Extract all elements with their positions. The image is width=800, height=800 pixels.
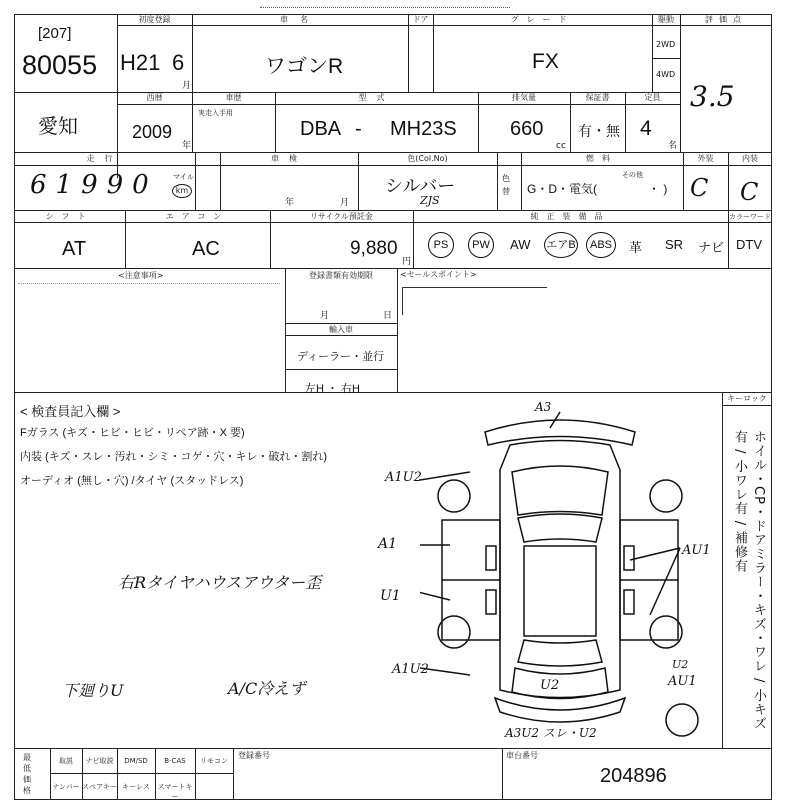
footer-manual: 取説 [59,757,73,765]
shift-label: シフト [45,212,94,221]
fuel-other: その他 [622,171,643,179]
caution-label: <注意事項> [118,271,164,280]
caution-area [18,283,280,388]
equip-dtv: DTV [736,237,762,252]
drive-label: 駆動 [658,15,674,24]
model-prefix: DBA [300,118,342,140]
inspection-label: 車検 [271,154,307,163]
km-unit: km [172,184,192,198]
grade: FX [532,50,559,73]
model-year: 2009 [132,122,173,142]
model-dash: - [355,118,362,140]
keylock-label: キーロック [727,394,767,403]
inspector-title: < 検査員記入欄 > [20,404,121,419]
damage-au1-right: AU1 [682,543,711,558]
door-label: ドア [412,15,429,24]
damage-u2-right: U2 [672,658,689,671]
mileage-label: 走行 [86,154,123,163]
drive-4wd: 4WD [656,70,676,79]
footer-chassis-label: 車台番号 [506,751,538,760]
inspector-line-audio: オーディオ (無し・穴) /タイヤ (スタッドレス) [20,475,244,487]
fuel: G・D・電気( [527,182,597,196]
damage-a1u2-top: A1U2 [385,470,422,485]
car-name-label: 車名 [280,15,320,24]
drive-2wd: 2WD [656,40,676,49]
damage-a3: A3 [535,400,552,414]
equipment-label: 純正装備品 [530,212,611,221]
aircon-label: エアコン [165,212,230,221]
equip-pw: PW [468,232,494,258]
inspector-note-underbody: 下廻りU [62,681,124,700]
damage-a1u2-bottom: A1U2 [392,662,429,677]
equip-aw: AW [510,237,531,252]
damage-u2-bottom: U2 [540,678,560,693]
footer-spare-key: スペアキー [82,783,117,791]
model-year-label: 西暦 [146,93,163,102]
score-value: 3.5 [690,80,735,113]
mile-unit: マイル [173,173,194,181]
reg-expiry-day: 日 [383,311,393,321]
aircon: AC [192,238,220,260]
equip-sr: SR [665,237,684,252]
mileage: 61990 [30,170,158,200]
inspector-line-interior: 内装 (キズ・スレ・汚れ・シミ・コゲ・穴・キレ・破れ・割れ) [20,451,328,463]
cc-unit: cc [556,141,566,151]
footer-reg-number-label: 登録番号 [238,751,270,760]
header-strip [260,0,510,8]
handle-side: 左H ・ 右H [305,383,360,395]
equipment-list [424,232,772,260]
dealer-parallel: ディーラー・並行 [297,351,385,363]
region: 愛知 [38,116,78,138]
footer-keyless: キーレス [122,783,150,791]
recycle: 9,880 [350,238,398,259]
footer-remote: リモコン [200,757,228,765]
equip-airbag: エアB [544,232,578,258]
history-label: 車歴 [225,93,242,102]
lot-number: 80055 [22,50,98,80]
chassis-number: 204896 [600,765,667,787]
shift: AT [62,238,87,260]
history-note: 実走入手用 [198,109,233,117]
damage-bottom-note: A3U2 スレ・U2 [505,726,597,740]
capacity: 4 [640,117,652,140]
inspector-line-glass: Fガラス (キズ・ヒビ・ヒビ・リペア跡・X 要) [20,427,245,439]
inspection-year-unit: 年 [285,198,295,208]
footer-smart-key: スマートキー [157,783,193,800]
score-label: 評価点 [705,15,747,24]
recycle-label: リサイクル預託金 [310,212,373,221]
equip-abs: ABS [586,232,616,258]
displacement-label: 排気量 [512,93,536,102]
car-damage-diagram [420,400,700,745]
capacity-label: 定員 [644,93,661,102]
month-unit: 月 [182,81,192,91]
inspection-month-unit: 月 [340,198,350,208]
side-damage-text: ホイル・CP・ドアミラー・キズ・ワレ / 小キズ有 / 小ワレ有 / 補修有 [732,430,766,731]
model-year-unit: 年 [182,141,192,151]
keyword-label: カラーワード [729,213,771,221]
warranty-label: 保証書 [585,93,610,102]
reg-month: 6 [172,50,185,75]
lot-prefix: [207] [38,25,72,42]
equip-leather: 革 [629,240,643,255]
model-type-label: 型式 [358,93,395,102]
inspector-note-tirehouse: 右Rタイヤハウスアウター歪 [118,573,322,592]
color: シルバー [385,176,456,196]
inspector-note-aircon: A/C冷えず [228,679,306,698]
equip-ps: PS [428,232,454,258]
sales-point-label: <セールスポイント> [400,270,477,279]
reg-expiry-month: 月 [320,311,330,321]
exterior-grade: C [690,174,709,202]
displacement: 660 [510,118,544,140]
damage-u1: U1 [380,588,401,604]
footer-dm-sd: DM/SD [124,757,148,765]
interior-label: 内装 [742,154,758,163]
reg-year: H21 [120,50,161,75]
color-change-label: 色替 [502,174,510,196]
color-code: ZJS [420,194,440,207]
equip-navi: ナビ [698,240,725,255]
import-label: 輸入車 [329,325,353,334]
color-label: 色(Col.No) [407,154,448,163]
sales-point-mark [402,287,547,315]
footer-navi-manual: ナビ取説 [85,757,114,765]
grade-label: グレード [510,15,575,24]
damage-au1-bottom: AU1 [668,674,697,689]
interior-grade: C [740,178,759,206]
footer-bcas: B-CAS [164,757,186,765]
footer-min-price: 最低価格 [23,753,31,795]
first-reg-label: 初度登録 [138,15,171,24]
damage-a1: A1 [378,536,398,552]
warranty: 有・無 [578,123,620,139]
car-name: ワゴンR [265,55,344,78]
fuel-close: ・ ) [648,182,668,196]
fuel-label: 燃料 [586,154,618,163]
reg-expiry-label: 登録書類有効期限 [309,271,373,280]
exterior-label: 外装 [697,154,714,163]
footer-plate: ナンバー [52,783,80,791]
yen-unit: 円 [402,257,412,267]
capacity-unit: 名 [668,141,678,151]
model-code: MH23S [390,118,457,140]
